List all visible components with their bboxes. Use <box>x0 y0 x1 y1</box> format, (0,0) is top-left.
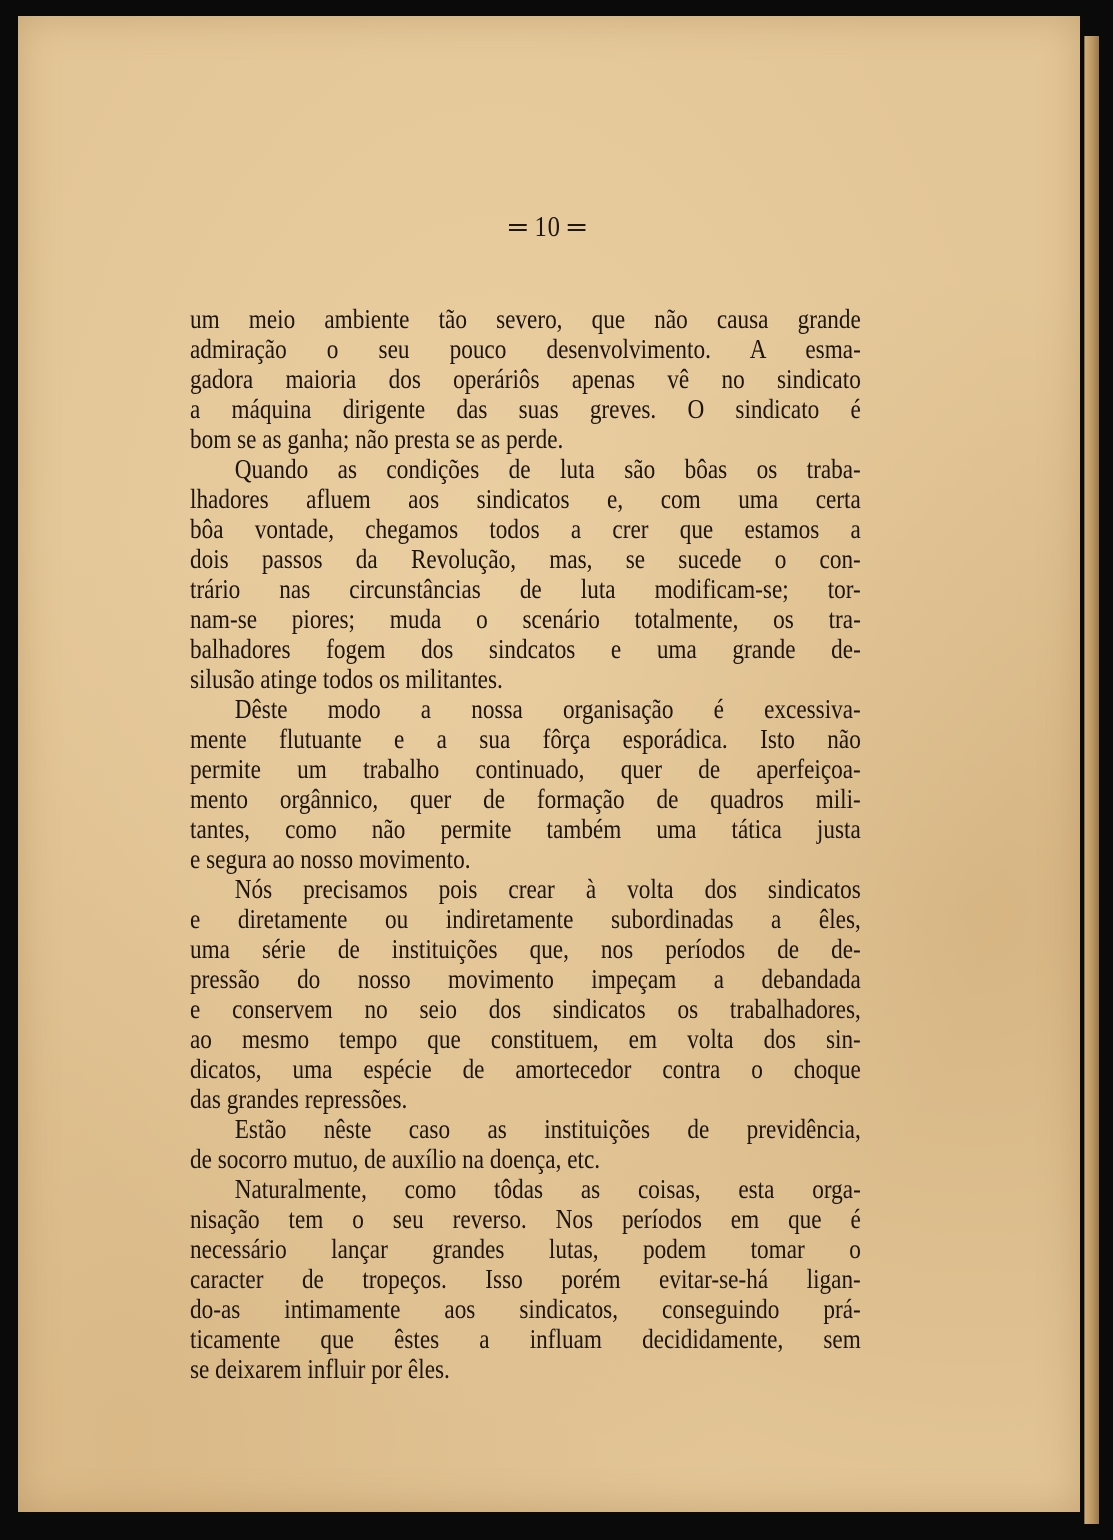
text-line: do-as intimamente aos sindicatos, conseguindo prá- <box>190 1294 861 1324</box>
text-line: bom se as ganha; não presta se as perde. <box>190 424 564 454</box>
text-line: de socorro mutuo, de auxílio na doença, etc. <box>190 1144 601 1174</box>
paragraph <box>190 1114 862 1174</box>
text-line: ao mesmo tempo que constituem, em volta dos sin- <box>190 1024 861 1054</box>
page-number: ═ 10 ═ <box>509 212 587 243</box>
text-line: Estão nêste caso as instituições de previdência, <box>234 1114 861 1144</box>
text-line: permite um trabalho continuado, quer de aperfeiçoa- <box>190 754 861 784</box>
text-line: pressão do nosso movimento impeçam a debandada <box>190 964 861 994</box>
text-line: dois passos da Revolução, mas, se sucede o con- <box>190 544 861 574</box>
paper-sheet <box>18 16 1080 1512</box>
text-line: Naturalmente, como tôdas as coisas, esta orga- <box>234 1174 861 1204</box>
text-line: ticamente que êstes a influam decididamente, sem <box>190 1324 861 1354</box>
text-line: admiração o seu pouco desenvolvimento. A esma- <box>190 334 861 364</box>
text-line: Quando as condições de luta são bôas os traba- <box>234 454 861 484</box>
text-line: tantes, como não permite também uma tática justa <box>190 814 861 844</box>
text-line: se deixarem influir por êles. <box>190 1354 450 1384</box>
text-line: necessário lançar grandes lutas, podem tomar o <box>190 1234 861 1264</box>
text-line: a máquina dirigente das suas greves. O sindicato é <box>190 394 861 424</box>
text-line: mente flutuante e a sua fôrça esporádica. Isto não <box>190 724 861 754</box>
text-line: lhadores afluem aos sindicatos e, com uma certa <box>190 484 861 514</box>
text-line: e conservem no seio dos sindicatos os trabalhadores, <box>190 994 861 1024</box>
text-line: Dêste modo a nossa organisação é excessiva- <box>234 694 861 724</box>
text-line: nisação tem o seu reverso. Nos períodos em que é <box>190 1204 861 1234</box>
paragraph <box>190 304 862 454</box>
text-line: dicatos, uma espécie de amortecedor contra o choque <box>190 1054 861 1084</box>
text-line: nam-se piores; muda o scenário totalmente, os tra- <box>190 604 861 634</box>
text-line: gadora maioria dos operáriôs apenas vê no sindicato <box>190 364 861 394</box>
text-line: balhadores fogem dos sindcatos e uma grande de- <box>190 634 861 664</box>
text-line: silusão atinge todos os militantes. <box>190 664 503 694</box>
paragraph <box>190 454 862 694</box>
text-line: caracter de tropeços. Isso porém evitar-se-há ligan- <box>190 1264 861 1294</box>
text-line: e segura ao nosso movimento. <box>190 844 471 874</box>
body-text <box>190 304 862 1384</box>
paragraph <box>190 694 862 874</box>
text-line: bôa vontade, chegamos todos a crer que estamos a <box>190 514 861 544</box>
paragraph <box>190 874 862 1114</box>
text-line: um meio ambiente tão severo, que não causa grande <box>190 304 861 334</box>
paragraph <box>190 1174 862 1384</box>
text-line: Nós precisamos pois crear à volta dos sindicatos <box>234 874 861 904</box>
page-edge-shadow <box>1084 36 1099 1524</box>
text-line: uma série de instituições que, nos períodos de de- <box>190 934 861 964</box>
text-line: das grandes repressões. <box>190 1084 408 1114</box>
text-line: mento orgânnico, quer de formação de quadros mili- <box>190 784 861 814</box>
text-line: e diretamente ou indiretamente subordinadas a êles, <box>190 904 861 934</box>
text-line: trário nas circunstâncias de luta modificam-se; tor- <box>190 574 861 604</box>
